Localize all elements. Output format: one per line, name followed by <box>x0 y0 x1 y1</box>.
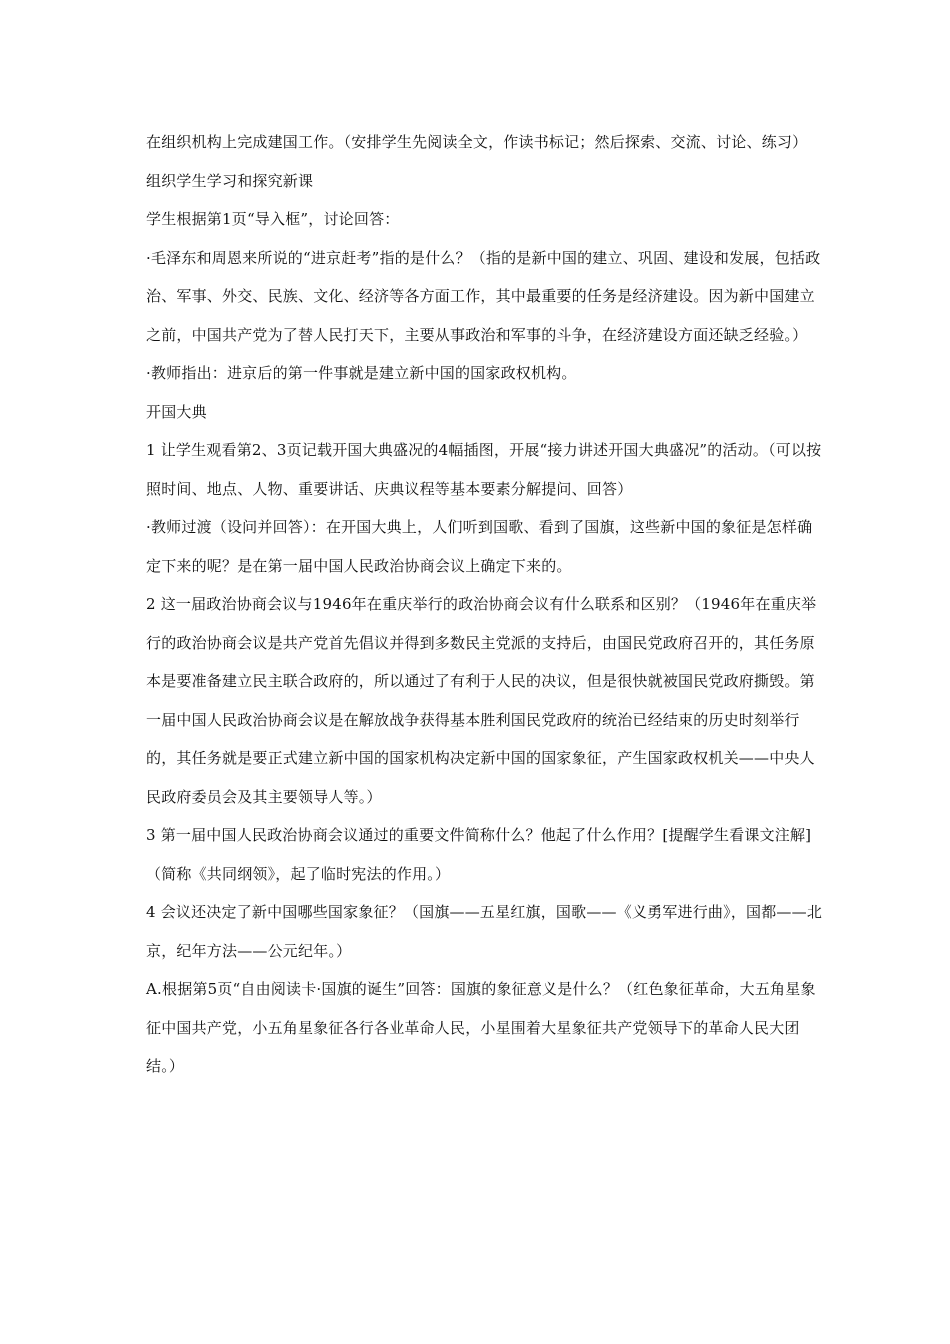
item-1-illustrations: 1 让学生观看第2、3页记载开国大典盛况的4幅插图，开展“接力讲述开国大典盛况”的活动。（可以按照时间、地点、人物、重要讲话、庆典议程等基本要素分解提问、回答） <box>146 441 822 498</box>
bullet-teacher-points-out: ·教师指出：进京后的第一件事就是建立新中国的国家政权机构。 <box>146 364 577 382</box>
item-3-common-program: 3 第一届中国人民政治协商会议通过的重要文件简称什么？他起了什么作用？[提醒学生看课文注解]（简称《共同纲领》，起了临时宪法的作用。） <box>146 826 812 883</box>
heading-organize-study: 组织学生学习和探究新课 <box>146 171 314 190</box>
item-a-flag-meaning: A.根据第5页“自由阅读卡·国旗的诞生”回答：国旗的象征意义是什么？（红色象征革命，大五角星象征中国共产党，小五角星象征各行各业革命人民，小星围着大星象征共产党领导下的革命人民大团结。） <box>146 980 816 1075</box>
paragraph-student-discussion: 学生根据第1页“导入框”，讨论回答： <box>146 210 400 228</box>
document-body <box>146 123 822 1086</box>
bullet-jinjing-gankao: ·毛泽东和周恩来所说的“进京赶考”指的是什么？（指的是新中国的建立、巩固、建设和发展，包括政治、军事、外交、民族、文化、经济等各方面工作，其中最重要的任务是经济建设。因为新中国建立之前，中国共产党为了替人民打天下，主要从事政治和军事的斗争，在经济建设方面还缺乏经验。） <box>146 248 821 344</box>
item-4-national-symbols: 4 会议还决定了新中国哪些国家象征？（国旗——五星红旗，国歌——《义勇军进行曲》，国都——北京，纪年方法——公元纪年。） <box>146 903 823 960</box>
heading-founding-ceremony: 开国大典 <box>146 402 207 421</box>
bullet-teacher-transition: ·教师过渡（设问并回答）：在开国大典上，人们听到国歌、看到了国旗，这些新中国的象征是怎样确定下来的呢？是在第一届中国人民政治协商会议上确定下来的。 <box>146 518 813 575</box>
paragraph-intro: 在组织机构上完成建国工作。（安排学生先阅读全文，作读书标记；然后探索、交流、讨论、练习） <box>146 133 808 151</box>
item-2-cppcc-comparison: 2 这一届政治协商会议与1946年在重庆举行的政治协商会议有什么联系和区别？（1946年在重庆举行的政治协商会议是共产党首先倡议并得到多数民主党派的支持后，由国民党政府召开的，其任务原本是要准备建立民主联合政府的，所以通过了有利于人民的决议，但是很快就被国民党政府撕毁。第一届中国人民政治协商会议是在解放战争获得基本胜利国民党政府的统治已经结束的历史时刻举行的，其任务就是要正式建立新中国的国家机构决定新中国的国家象征，产生国家政权机关——中央人民政府委员会及其主要领导人等。） <box>146 595 817 806</box>
